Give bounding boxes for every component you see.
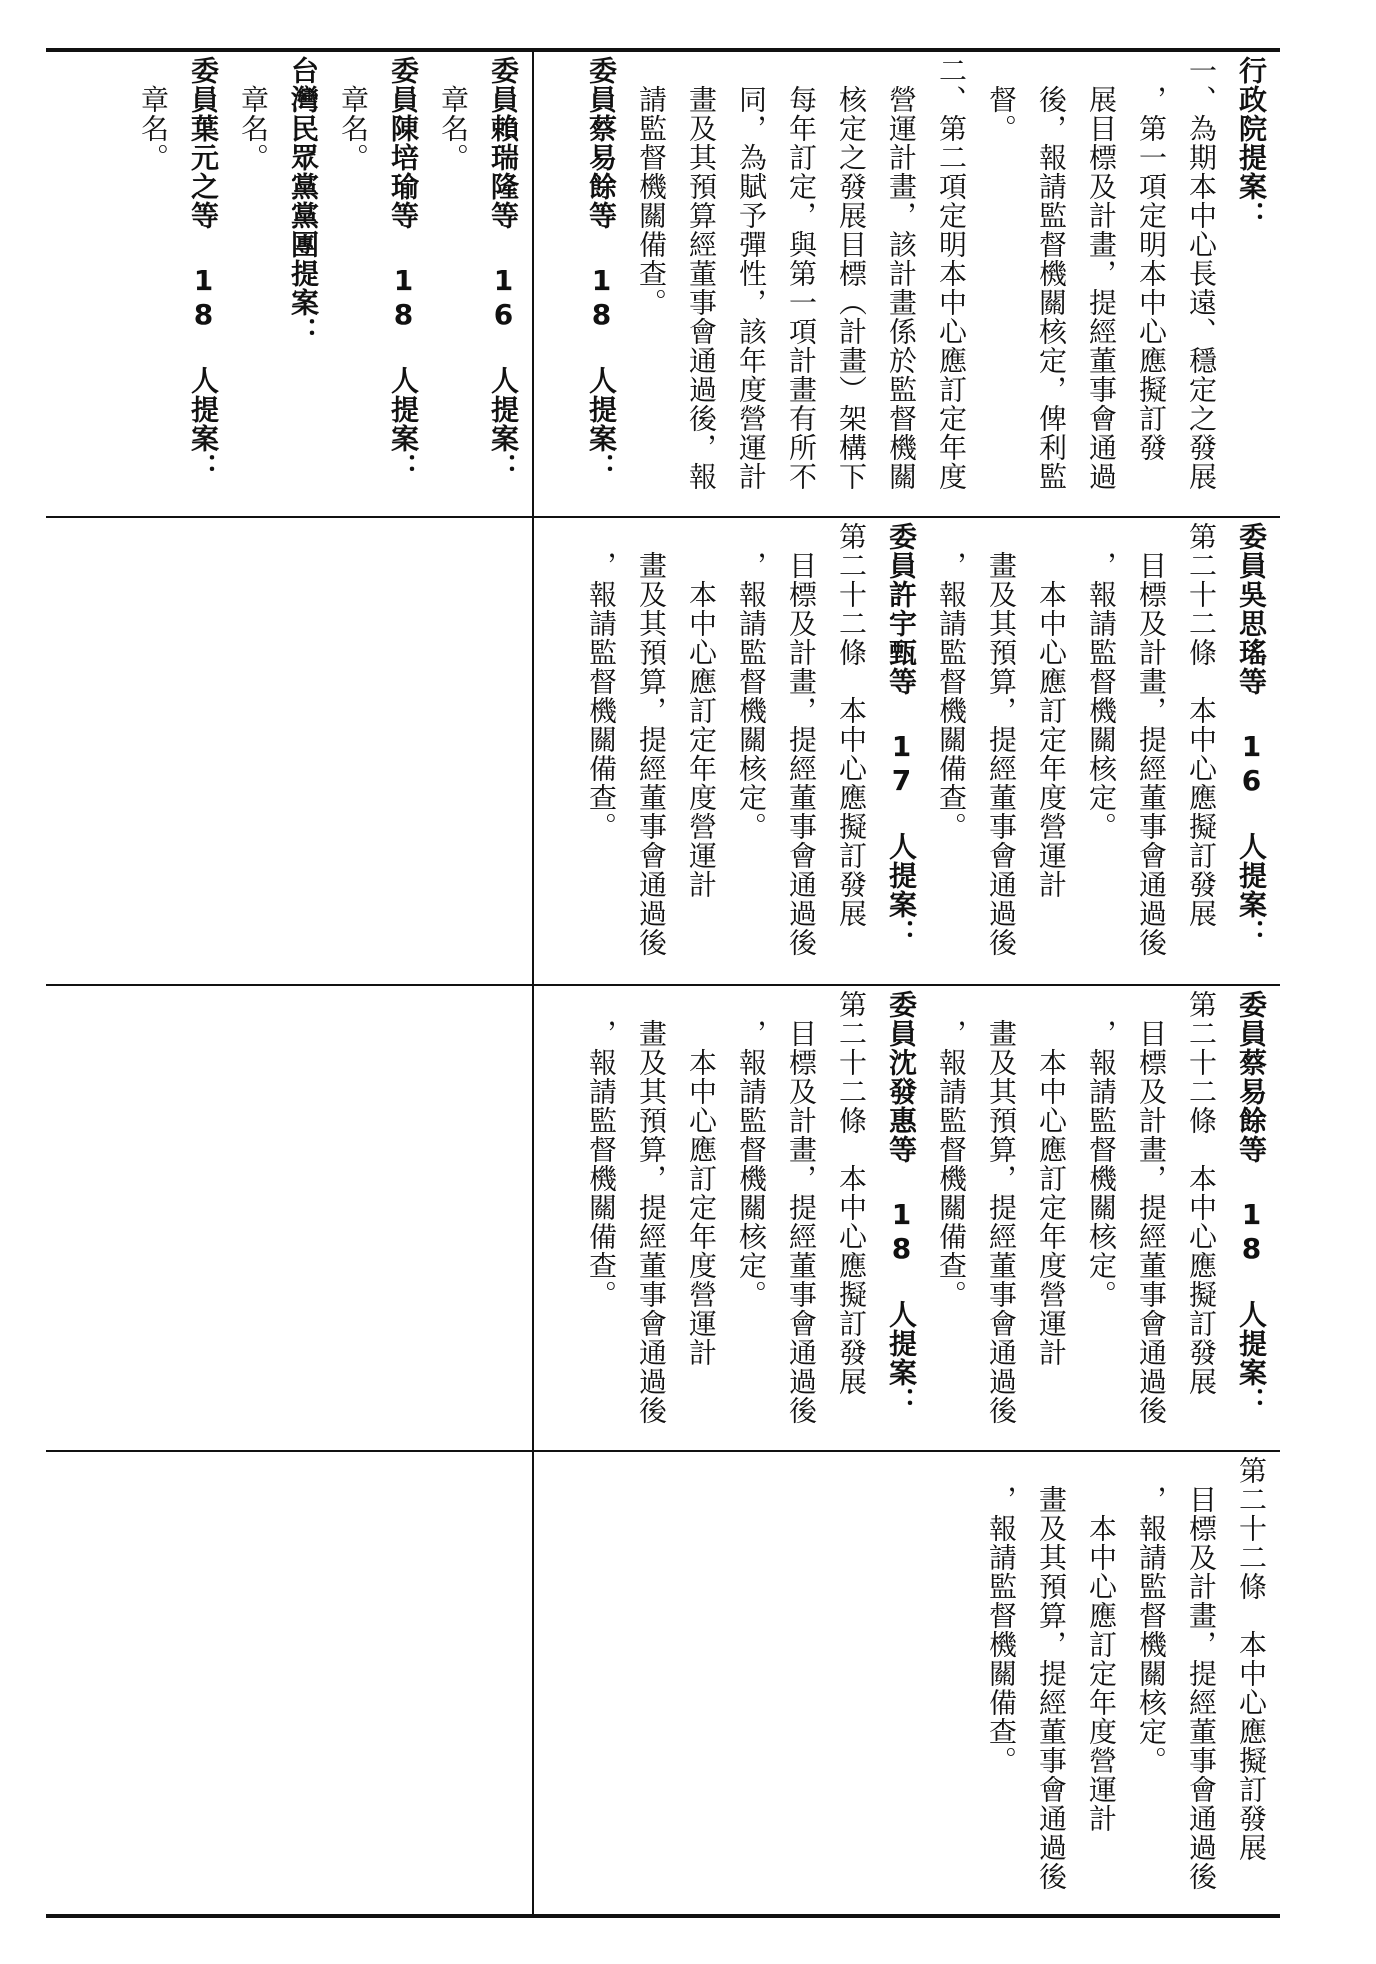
text-line: 同，為賦予彈性，該年度營運計 (735, 56, 768, 491)
text-line: ，報請監督機關核定。 (1135, 1456, 1168, 1775)
proposal-heading: 委員蔡易餘等 18 人提案： (1235, 990, 1268, 1416)
section-1-right-cell (538, 56, 1276, 512)
text-line: ，報請監督機關備查。 (985, 1456, 1018, 1775)
text-line: 第二十二條 本中心應擬訂發展 (1185, 522, 1218, 928)
text-line: 第二十二條 本中心應擬訂發展 (835, 990, 868, 1396)
proposal-heading: 行政院提案： (1235, 56, 1268, 230)
section-2-right-text (576, 522, 1276, 980)
section-4-right-text (976, 1456, 1276, 1910)
text-line: 展目標及計畫，提經董事會通過 (1085, 56, 1118, 491)
text-line: 章名。 (337, 56, 370, 172)
section-3-right-cell (538, 990, 1276, 1446)
text-line: 本中心應訂定年度營運計 (685, 522, 718, 899)
text-line: ，第一項定明本中心應擬訂發 (1135, 56, 1168, 462)
text-line: 目標及計畫，提經董事會通過後 (1185, 1456, 1218, 1891)
text-line: ，報請監督機關核定。 (1085, 990, 1118, 1309)
text-line: 畫及其預算，提經董事會通過後 (635, 522, 668, 957)
text-line: 後，報請監督機關核定，俾利監 (1035, 56, 1068, 491)
text-line: ，報請監督機關備查。 (585, 522, 618, 841)
proposal-heading: 委員賴瑞隆等 16 人提案： (487, 56, 520, 482)
row-divider-2 (46, 984, 1280, 986)
text-line: 督。 (985, 56, 1018, 143)
table-bottom-border (46, 1914, 1280, 1918)
text-line: 目標及計畫，提經董事會通過後 (785, 522, 818, 957)
text-line: 畫及其預算，提經董事會通過後 (985, 522, 1018, 957)
section-1-left-text (128, 56, 528, 512)
section-1-left-cell (50, 56, 528, 512)
row-divider-3 (46, 1450, 1280, 1452)
text-line: 本中心應訂定年度營運計 (685, 990, 718, 1367)
proposal-heading: 委員陳培瑜等 18 人提案： (387, 56, 420, 482)
text-line: 第二十二條 本中心應擬訂發展 (1185, 990, 1218, 1396)
text-line: ，報請監督機關備查。 (935, 990, 968, 1309)
proposal-heading: 委員吳思瑤等 16 人提案： (1235, 522, 1268, 948)
text-line: 章名。 (237, 56, 270, 172)
text-line: 每年訂定，與第一項計畫有所不 (785, 56, 818, 491)
text-line: 營運計畫，該計畫係於監督機關 (885, 56, 918, 491)
text-line: 本中心應訂定年度營運計 (1035, 522, 1068, 899)
text-line: ，報請監督機關核定。 (735, 522, 768, 841)
text-line: ，報請監督機關備查。 (585, 990, 618, 1309)
section-3-right-text (576, 990, 1276, 1446)
text-line: 畫及其預算，提經董事會通過後 (635, 990, 668, 1425)
proposal-heading: 委員葉元之等 18 人提案： (187, 56, 220, 482)
text-line: 本中心應訂定年度營運計 (1035, 990, 1068, 1367)
text-line: 章名。 (137, 56, 170, 172)
section-1-right-text (576, 56, 1276, 512)
text-line: ，報請監督機關核定。 (735, 990, 768, 1309)
proposal-heading: 台灣民眾黨黨團提案： (287, 56, 320, 346)
text-line: 核定之發展目標（計畫）架構下 (835, 56, 868, 491)
section-2-right-cell (538, 522, 1276, 980)
text-line: 本中心應訂定年度營運計 (1085, 1456, 1118, 1833)
text-line: ，報請監督機關備查。 (935, 522, 968, 841)
proposal-heading: 委員許宇甄等 17 人提案： (885, 522, 918, 948)
table-top-border (46, 48, 1280, 52)
row-divider-1 (46, 516, 1280, 518)
proposal-heading: 委員蔡易餘等 18 人提案： (585, 56, 618, 482)
text-line: 目標及計畫，提經董事會通過後 (1135, 522, 1168, 957)
text-line: 二、第二項定明本中心應訂定年度 (935, 56, 968, 491)
text-line: 目標及計畫，提經董事會通過後 (785, 990, 818, 1425)
text-line: 第二十二條 本中心應擬訂發展 (835, 522, 868, 928)
text-line: ，報請監督機關核定。 (1085, 522, 1118, 841)
text-line: 章名。 (437, 56, 470, 172)
text-line: 第二十二條 本中心應擬訂發展 (1235, 1456, 1268, 1862)
text-line: 請監督機關備查。 (635, 56, 668, 317)
text-line: 一、為期本中心長遠、穩定之發展 (1185, 56, 1218, 491)
section-4-right-cell (538, 1456, 1276, 1910)
proposal-heading: 委員沈發惠等 18 人提案： (885, 990, 918, 1416)
text-line: 畫及其預算，提經董事會通過後 (985, 990, 1018, 1425)
text-line: 畫及其預算，提經董事會通過後 (1035, 1456, 1068, 1891)
text-line: 目標及計畫，提經董事會通過後 (1135, 990, 1168, 1425)
text-line: 畫及其預算經董事會通過後，報 (685, 56, 718, 491)
